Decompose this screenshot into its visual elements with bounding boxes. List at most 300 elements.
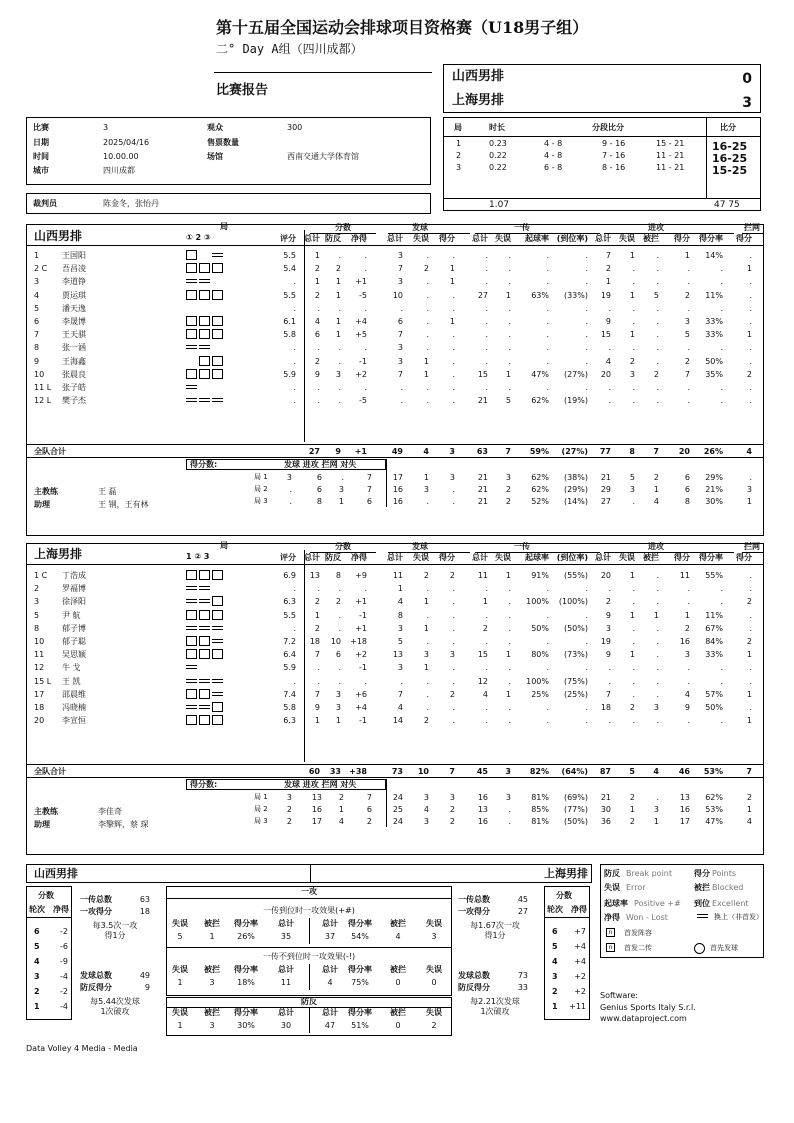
- col-header-ap: 得分: [674, 234, 690, 243]
- stat-ap: .: [687, 584, 690, 594]
- break-point-title: 防反: [301, 997, 317, 1006]
- set-stat-rpos: 62%: [531, 473, 549, 482]
- total-bp: 9: [335, 447, 341, 456]
- stat-apct: 67%: [705, 623, 723, 633]
- stat-vote: 6.4: [283, 650, 296, 660]
- stat-wl: .: [364, 264, 367, 274]
- set-serve-pts: 2: [286, 805, 292, 814]
- total-rexc: (64%): [561, 767, 588, 776]
- stat-vote: .: [293, 277, 296, 287]
- rotation-number: 1: [34, 1002, 40, 1011]
- col-header-ab: 被拦: [643, 553, 659, 562]
- stat-pt: .: [317, 663, 320, 673]
- stat-st: 13: [392, 650, 403, 660]
- stat-rexc: .: [585, 264, 588, 274]
- player-number: 7: [34, 330, 40, 340]
- sets-col-partials: 分段比分: [592, 123, 624, 132]
- total-ab: 7: [653, 447, 659, 456]
- home-recv-total: 63: [139, 895, 150, 904]
- set-stat-se: 3: [423, 817, 429, 826]
- col-group-score: 分数: [335, 542, 351, 551]
- player-name: 贾运琪: [62, 290, 86, 300]
- stat-re: .: [508, 703, 511, 712]
- stat-rpos: 91%: [531, 571, 549, 580]
- away-sideout: 27: [517, 907, 528, 916]
- player-name: 丁浩成: [62, 571, 86, 580]
- set-stat-bk: .: [749, 473, 752, 482]
- stat-pt: 9: [314, 703, 320, 712]
- stat-ap: 3: [684, 650, 690, 660]
- sub-icon: [186, 705, 197, 709]
- stat-se: .: [426, 396, 429, 406]
- col-header-ab: 被拦: [643, 234, 659, 243]
- coach-label: 主教练: [34, 487, 58, 496]
- col-header-sp: 得分: [439, 234, 455, 243]
- home-team-name: 山西男排: [452, 69, 505, 84]
- stat-st: .: [400, 676, 403, 686]
- stat-at: .: [608, 584, 611, 594]
- stat-rexc: .: [585, 663, 588, 673]
- player-name: 樊子杰: [62, 396, 86, 406]
- total-sp: 7: [449, 767, 455, 776]
- set-stat-ab: 1: [653, 817, 659, 826]
- rotation-net: -2: [60, 927, 68, 936]
- col-header-re: 失误: [495, 234, 511, 243]
- set-stat-apct: 62%: [705, 793, 723, 802]
- stat-ap: 11: [679, 571, 690, 580]
- set-stat-ap: 17: [679, 817, 690, 826]
- stat-vote: 7.2: [283, 637, 296, 646]
- col-set: 局: [220, 541, 228, 550]
- stat-rexc: (19%): [563, 396, 588, 406]
- set-stat-ab: .: [656, 793, 659, 802]
- stat-pt: 2: [314, 623, 320, 633]
- stat-rexc: .: [585, 343, 588, 353]
- stat-sp: .: [452, 676, 455, 686]
- city-value: 四川成都: [103, 166, 135, 175]
- col-header-se: 失误: [413, 553, 429, 562]
- referees-value: 陈金冬，张怡丹: [103, 199, 159, 208]
- stat-at: 9: [605, 650, 611, 660]
- set-partial: 11 - 21: [656, 151, 685, 160]
- negative-recv-title: 一传不到位时一攻效果(-!): [262, 952, 356, 961]
- stat-wl: +1: [355, 597, 367, 607]
- stat-bk: .: [749, 396, 752, 406]
- stat-bk: .: [749, 623, 752, 633]
- mini-value: 54%: [351, 932, 369, 941]
- rotation-number: 1: [552, 1002, 558, 1011]
- col-header-rpos: 起球率: [525, 234, 549, 243]
- stat-at: 1: [605, 277, 611, 287]
- stat-st: 11: [392, 571, 403, 580]
- starter-position-icon: [186, 316, 197, 326]
- mini-header: 被拦: [204, 919, 220, 928]
- page-subtitle: 二° Day A组（四川成都）: [216, 42, 363, 56]
- stat-se: .: [426, 330, 429, 340]
- stat-pt: 2: [314, 597, 320, 607]
- stat-wl: +18: [350, 637, 367, 646]
- set-stat-rt: 13: [477, 805, 488, 814]
- set-row-label: 局 1: [254, 473, 268, 481]
- mini-value: 0: [431, 978, 437, 987]
- total-rexc: (27%): [561, 447, 588, 456]
- legend-pos-en: Positive +#: [634, 899, 681, 908]
- stat-sp: .: [452, 610, 455, 620]
- stat-wl: +1: [355, 623, 367, 633]
- starter-position-icon: [199, 329, 210, 339]
- player-name: 王海鑫: [62, 356, 86, 366]
- stat-wl: -5: [359, 396, 367, 406]
- stat-wl: -5: [359, 290, 367, 300]
- stat-pt: 1: [314, 251, 320, 260]
- col-set: 局: [220, 222, 228, 231]
- mini-value: 0: [395, 978, 401, 987]
- stat-st: 7: [397, 369, 403, 379]
- set-stat-ab: 3: [653, 805, 659, 814]
- stat-at: .: [608, 663, 611, 673]
- set-opp-errors: 7: [366, 793, 372, 802]
- stat-at: 19: [600, 290, 611, 300]
- stat-sp: .: [452, 663, 455, 673]
- stat-re: .: [508, 623, 511, 633]
- total-rt: 45: [476, 767, 488, 776]
- set-attack-pts: 13: [311, 793, 322, 802]
- stat-re: 1: [505, 571, 511, 580]
- stat-re: .: [508, 676, 511, 686]
- starter-position-icon: [199, 715, 210, 725]
- mini-value: 26%: [237, 932, 255, 941]
- stat-rpos: 62%: [531, 396, 549, 406]
- referees-box: [26, 193, 431, 214]
- set-stat-st: 25: [392, 805, 403, 814]
- set-serve-pts: .: [289, 485, 292, 494]
- stat-at: .: [608, 716, 611, 726]
- player-name: 李宣恒: [62, 716, 86, 726]
- stat-ae: .: [632, 676, 635, 686]
- home-note1: 每3.5次一攻: [92, 921, 138, 930]
- stat-pt: 2: [314, 264, 320, 274]
- mini-header: 失误: [172, 965, 188, 974]
- mini-header: 总计: [322, 965, 338, 974]
- stat-bp: .: [338, 623, 341, 633]
- stat-re: .: [508, 663, 511, 673]
- away-rot-col: 轮次: [547, 905, 563, 914]
- stat-bp: 3: [335, 369, 341, 379]
- stat-apct: 33%: [705, 650, 723, 660]
- stat-rexc: .: [585, 584, 588, 594]
- legend-starter: 首发阵容: [624, 929, 652, 937]
- sets-table: [443, 117, 761, 211]
- col-group-block: 拦网: [744, 223, 760, 232]
- stat-ap: .: [687, 597, 690, 607]
- rotation-number: 5: [552, 942, 558, 951]
- time-label: 时间: [33, 152, 49, 161]
- legend-pts-en: Points: [712, 869, 737, 878]
- date-label: 日期: [33, 138, 49, 147]
- set-stat-at: 27: [600, 497, 611, 506]
- mini-value: 11: [280, 978, 292, 987]
- rotation-net: -9: [60, 957, 68, 966]
- col-header-se: 失误: [413, 234, 429, 243]
- stat-bk: .: [749, 584, 752, 594]
- col-header-bk: 得分: [736, 234, 752, 243]
- set-block-pts: 2: [338, 793, 344, 802]
- set-played-marks: ① 2 ③: [186, 233, 211, 242]
- stat-bp: 3: [335, 689, 341, 699]
- stat-ab: .: [656, 689, 659, 699]
- player-number: 11: [34, 650, 45, 660]
- stat-rt: .: [485, 277, 488, 287]
- stat-rpos: .: [546, 637, 549, 646]
- starter-position-icon: [212, 356, 223, 366]
- stat-at: 19: [600, 637, 611, 646]
- stat-bk: .: [749, 356, 752, 366]
- set-attack-pts: 17: [311, 817, 322, 826]
- stat-ap: 16: [679, 637, 690, 646]
- stat-st: 7: [397, 330, 403, 340]
- starter-position-icon: [212, 570, 223, 580]
- stat-vote: 5.5: [283, 610, 296, 620]
- player-number: 18: [34, 703, 45, 712]
- stat-rt: .: [485, 343, 488, 353]
- stat-ap: 9: [684, 703, 690, 712]
- col-header-sp: 得分: [439, 553, 455, 562]
- away-recv-total-label: 一传总数: [458, 895, 490, 904]
- rotation-net: +11: [569, 1002, 586, 1011]
- col-header-rpos: 起球率: [525, 553, 549, 562]
- set-opp-errors: 2: [366, 817, 372, 826]
- stat-apct: .: [720, 663, 723, 673]
- stat-rexc: (27%): [563, 369, 588, 379]
- stat-se: .: [426, 383, 429, 392]
- stat-ae: .: [632, 637, 635, 646]
- set-partial: 8 - 16: [602, 163, 626, 172]
- col-group-score: 分数: [335, 223, 351, 232]
- stat-ae: 3: [629, 369, 635, 379]
- set-opp-errors: 7: [366, 473, 372, 482]
- col-header-wl: 净得: [351, 553, 367, 562]
- stat-st: 3: [397, 343, 403, 353]
- stat-rpos: .: [546, 703, 549, 712]
- stat-re: 5: [505, 396, 511, 406]
- stat-sp: .: [452, 330, 455, 340]
- bottom-away-name: 上海男排: [544, 867, 588, 880]
- stat-wl: +2: [355, 650, 367, 660]
- stat-wl: .: [364, 303, 367, 313]
- stat-re: .: [508, 383, 511, 392]
- set-serve-pts: 3: [286, 473, 292, 482]
- player-number: 8: [34, 343, 40, 353]
- stat-se: .: [426, 303, 429, 313]
- rotation-net: +7: [574, 927, 586, 936]
- mini-header: 得分率: [348, 919, 372, 928]
- home-note3: 每5.44次发球: [90, 997, 140, 1006]
- stat-vote: 5.4: [283, 264, 296, 274]
- set-stat-ap: 16: [679, 805, 690, 814]
- stat-ae: .: [632, 264, 635, 274]
- col-group-reception: 一传: [514, 223, 530, 232]
- team1-name: 山西男排: [34, 229, 83, 243]
- stat-rpos: .: [546, 584, 549, 594]
- stat-pt: 13: [309, 571, 320, 580]
- stat-apct: 33%: [705, 317, 723, 326]
- stat-sp: .: [452, 343, 455, 353]
- set-stat-apct: 29%: [705, 473, 723, 482]
- stat-ae: 1: [629, 330, 635, 340]
- stat-re: .: [508, 343, 511, 353]
- player-name: 王 凯: [62, 676, 81, 686]
- stat-vote: 5.8: [283, 330, 296, 340]
- set-stat-apct: 21%: [705, 485, 723, 494]
- stat-ap: 2: [684, 623, 690, 633]
- stat-vote: 6.3: [283, 597, 296, 607]
- starter-position-icon: [199, 570, 210, 580]
- home-sideout: 18: [139, 907, 150, 916]
- mini-header: 得分率: [234, 965, 258, 974]
- stat-sp: 1: [449, 317, 455, 326]
- stat-rt: .: [485, 356, 488, 366]
- mini-value: 75%: [351, 978, 369, 987]
- mini-value: 47: [324, 1021, 336, 1030]
- set-stat-ab: 1: [653, 485, 659, 494]
- rotation-net: +2: [574, 987, 586, 996]
- points-breakdown-cols: 发球 进攻 拦网 对失: [284, 780, 357, 789]
- stat-ae: 1: [629, 571, 635, 580]
- away-bp-label: 防反得分: [458, 983, 490, 992]
- starter-position-icon: [186, 715, 197, 725]
- stat-ae: 2: [629, 356, 635, 366]
- stat-rexc: (73%): [563, 650, 588, 660]
- legend-blo: 被拦: [694, 883, 710, 892]
- stat-pt: .: [317, 343, 320, 353]
- assistant-name: 王 钢，王有林: [98, 500, 149, 509]
- stat-bp: 1: [335, 317, 341, 326]
- rotation-number: 3: [552, 972, 558, 981]
- starter-position-icon: [199, 649, 210, 659]
- set-stat-re: 3: [505, 793, 511, 802]
- set-stat-sp: .: [452, 485, 455, 494]
- stat-ab: .: [656, 383, 659, 392]
- stat-apct: .: [720, 396, 723, 406]
- mini-value: 3: [209, 978, 215, 987]
- stat-rpos: .: [546, 383, 549, 392]
- stat-pt: 7: [314, 650, 320, 660]
- coach-label: 主教练: [34, 807, 58, 816]
- starter-position-icon: [212, 649, 223, 659]
- col-header-ap: 得分: [674, 553, 690, 562]
- set-stat-ae: .: [632, 497, 635, 506]
- col-header-at: 总计: [595, 553, 611, 562]
- stat-apct: .: [720, 597, 723, 607]
- stat-ab: .: [656, 716, 659, 726]
- stat-re: .: [508, 610, 511, 620]
- stat-se: 1: [423, 597, 429, 607]
- match-info: [26, 117, 431, 185]
- player-number: 5: [34, 303, 40, 313]
- player-name: 王国阳: [62, 251, 86, 260]
- stat-apct: .: [720, 343, 723, 353]
- sub-icon: [199, 626, 210, 630]
- stat-rpos: .: [546, 317, 549, 326]
- stat-ae: .: [632, 303, 635, 313]
- mini-header: 被拦: [390, 965, 406, 974]
- set-stat-rexc: (77%): [563, 805, 588, 814]
- set-opp-errors: 7: [366, 485, 372, 494]
- stat-st: 3: [397, 251, 403, 260]
- stat-bp: 8: [335, 571, 341, 580]
- stat-apct: 11%: [705, 610, 723, 620]
- set-row-label: 局 2: [254, 485, 268, 493]
- stat-rexc: .: [585, 383, 588, 392]
- coach-name: 李佳奇: [98, 807, 122, 816]
- stat-apct: 84%: [705, 637, 723, 646]
- stat-ae: .: [632, 689, 635, 699]
- set-serve-pts: 2: [286, 817, 292, 826]
- set-duration: 0.22: [489, 163, 507, 172]
- stat-ab: 5: [653, 290, 659, 300]
- starter-position-icon: [212, 290, 223, 300]
- legend-wl: 净得: [604, 913, 620, 922]
- stat-se: .: [426, 703, 429, 712]
- stat-se: .: [426, 343, 429, 353]
- stat-rexc: .: [585, 317, 588, 326]
- set-stat-apct: 30%: [705, 497, 723, 506]
- total-bk: 7: [746, 767, 752, 776]
- rotation-net: -4: [60, 1002, 68, 1011]
- stat-sp: 1: [449, 277, 455, 287]
- player-number: 2: [34, 584, 40, 594]
- stat-rt: .: [485, 303, 488, 313]
- mini-header: 得分率: [234, 919, 258, 928]
- first-attack-title: 一攻: [301, 887, 317, 896]
- stat-se: 2: [423, 716, 429, 726]
- stat-apct: .: [720, 383, 723, 392]
- stat-rt: 1: [482, 597, 488, 607]
- stat-sp: .: [452, 637, 455, 646]
- home-serve-total: 49: [139, 971, 150, 980]
- player-name: 郁子博: [62, 623, 86, 633]
- stat-rexc: (100%): [558, 597, 588, 607]
- stat-re: .: [508, 716, 511, 726]
- date-value: 2025/04/16: [103, 138, 150, 147]
- stat-at: 9: [605, 317, 611, 326]
- legend-pos: 起球率: [604, 899, 628, 908]
- player-name: 牛 戈: [62, 663, 81, 673]
- time-value: 10.00.00: [103, 152, 139, 161]
- sets-col-set: 局: [454, 123, 462, 132]
- stat-rt: .: [485, 716, 488, 726]
- stat-rexc: (25%): [563, 689, 588, 699]
- player-name: 张一涵: [62, 343, 86, 353]
- stat-ae: 1: [629, 251, 635, 260]
- mini-value: 5: [177, 932, 183, 941]
- starter-position-icon: [212, 702, 223, 712]
- set-stat-rt: 21: [477, 497, 488, 506]
- stat-re: .: [508, 317, 511, 326]
- stat-pt: 7: [314, 689, 320, 699]
- mini-header: 得分率: [348, 965, 372, 974]
- stat-ab: .: [656, 277, 659, 287]
- starter-position-icon: [212, 316, 223, 326]
- stat-bk: .: [749, 676, 752, 686]
- spectators-label: 观众: [207, 123, 223, 132]
- page-title: 第十五届全国运动会排球项目资格赛（U18男子组）: [216, 18, 589, 37]
- stat-ab: 1: [653, 610, 659, 620]
- stat-ab: 2: [653, 369, 659, 379]
- stat-vote: 5.8: [283, 703, 296, 712]
- stat-se: .: [426, 584, 429, 594]
- col-header-bp: 防反: [325, 234, 341, 243]
